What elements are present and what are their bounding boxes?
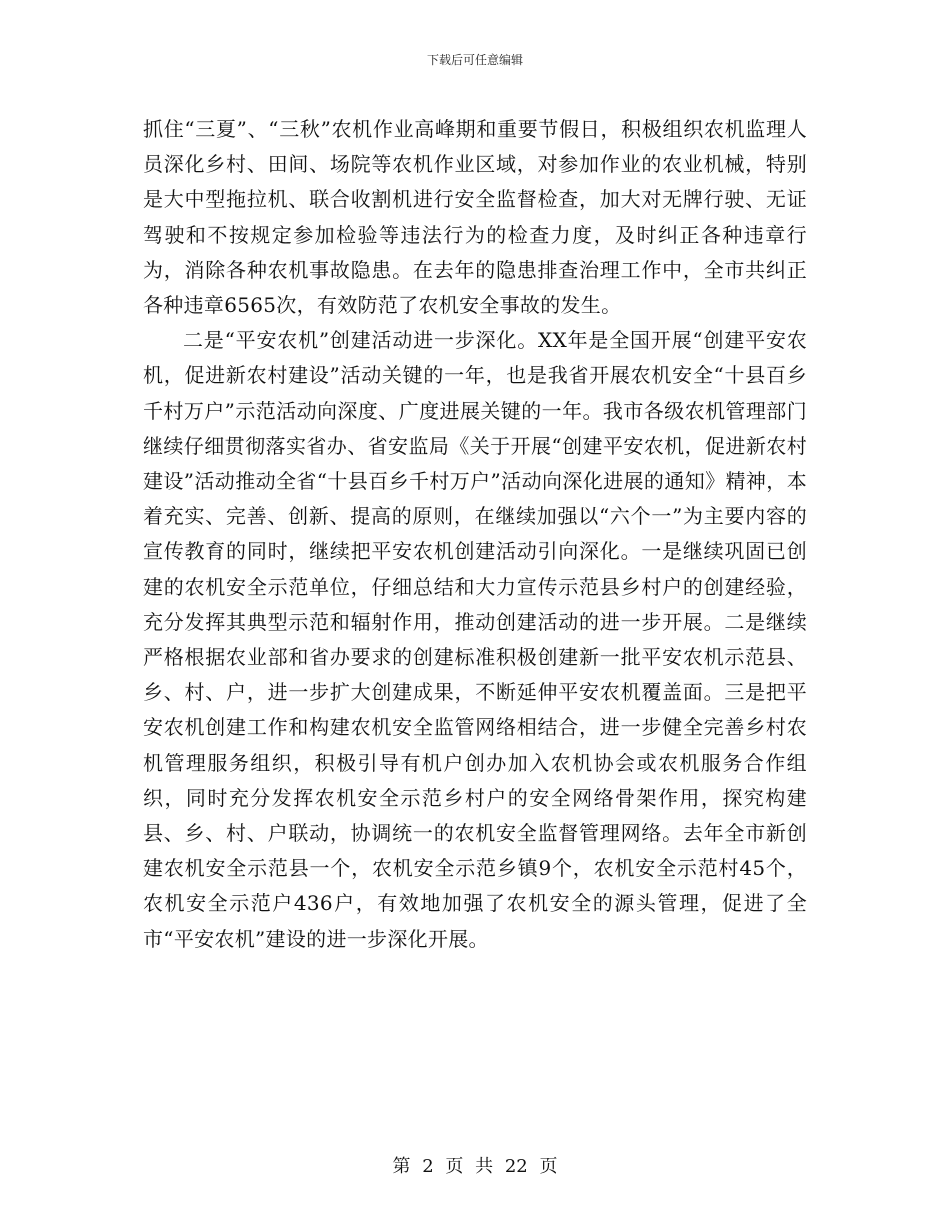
body-paragraph: 二是“平安农机”创建活动进一步深化。XX年是全国开展“创建平安农机，促进新农村建设”活动关键的一年，也是我省开展农机安全“十县百乡千村万户”示范活动向深度、广度进展关键的一年。我市各级农机管理部门继续仔细贯彻落实省办、省安监局《关于开展“创建平安农机，促进新农村建设”活动推动全省“十县百乡千村万户”活动向深化进展的通知》精神，本着充实、完善、创新、提高的原则，在继续加强以“六个一”为主要内容的宣传教育的同时，继续把平安农机创建活动引向深化。一是继续巩固已创建的农机安全示范单位，仔细总结和大力宣传示范县乡村户的创建经验，充分发挥其典型示范和辐射作用，推动创建活动的进一步开展。二是继续严格根据农业部和省办要求的创建标准积极创建新一批平安农机示范县、乡、村、户，进一步扩大创建成果，不断延伸平安农机覆盖面。三是把平安农机创建工作和构建农机安全监管网络相结合，进一步健全完善乡村农机管理服务组织，积极引导有机户创办加入农机协会或农机服务合作组织，同时充分发挥农机安全示范乡村户的安全网络骨架作用，探究构建县、乡、村、户联动，协调统一的农机安全监督管理网络。去年全市新创建农机安全示范县一个，农机安全示范乡镇9个，农机安全示范村45个，农机安全示范户436户，有效地加强了农机安全的源头管理，促进了全市“平安农机”建设的进一步深化开展。 bbox=[143, 328, 807, 951]
page-header-note: 下载后可任意编辑 bbox=[426, 53, 523, 67]
document-body bbox=[143, 112, 807, 957]
body-paragraph: 抓住“三夏”、“三秋”农机作业高峰期和重要节假日，积极组织农机监理人员深化乡村、田间、场院等农机作业区域，对参加作业的农业机械，特别是大中型拖拉机、联合收割机进行安全监督检查，加大对无牌行驶、无证驾驶和不按规定参加检验等违法行为的检查力度，及时纠正各种违章行为，消除各种农机事故隐患。在去年的隐患排查治理工作中，全市共纠正各种违章6565次，有效防范了农机安全事故的发生。 bbox=[143, 117, 807, 318]
page-number: 第 2 页 共 22 页 bbox=[392, 1156, 558, 1177]
